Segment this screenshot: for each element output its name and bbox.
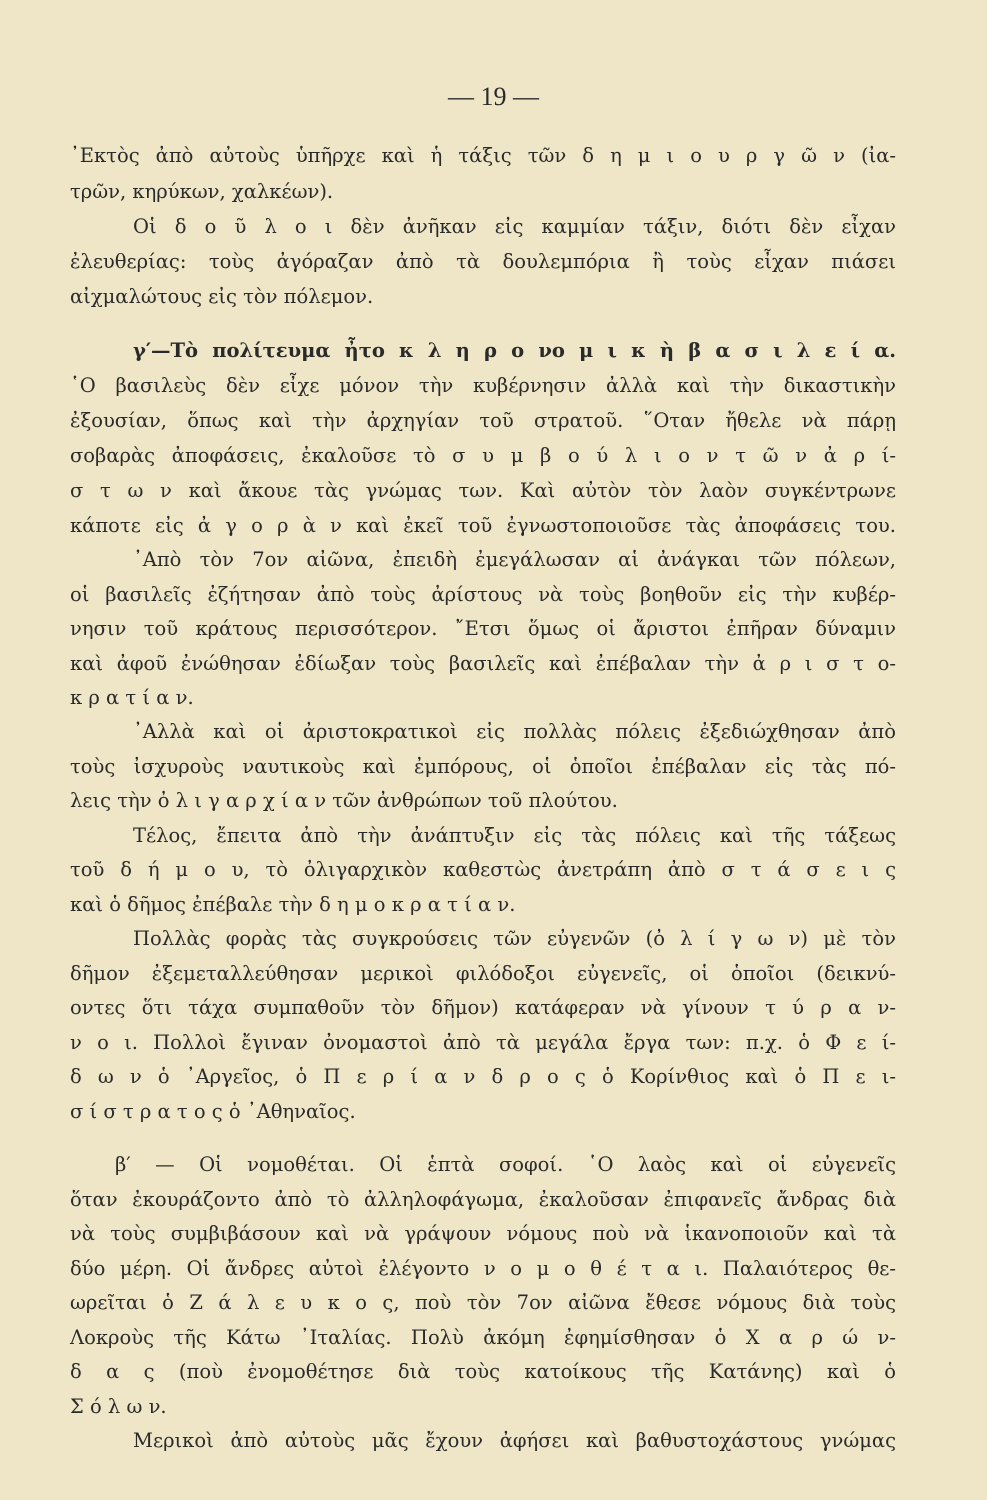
text-line: Λοκροὺς τῆς Κάτω ᾿Ιταλίας. Πολὺ ἀκόμη ἐφημίσθησαν ὁ Χ α ρ ώ ν- bbox=[70, 1326, 896, 1349]
text-line: οντες ὅτι τάχα συμπαθοῦν τὸν δῆμον) κατάφεραν νὰ γίνουν τ ύ ρ α ν- bbox=[70, 996, 896, 1019]
text-line: Σ ό λ ω ν. bbox=[70, 1395, 167, 1418]
text-line: ᾿Εκτὸς ἀπὸ αὐτοὺς ὑπῆρχε καὶ ἡ τάξις τῶν δ η μ ι ο υ ρ γ ῶ ν (ἰα- bbox=[70, 144, 896, 167]
text-line: ᾿Αλλὰ καὶ οἱ ἀριστοκρατικοὶ εἰς πολλὰς πόλεις ἐξεδιώχθησαν ἀπὸ bbox=[133, 720, 896, 743]
text-line: οἱ βασιλεῖς ἐζήτησαν ἀπὸ τοὺς ἀρίστους νὰ τοὺς βοηθοῦν εἰς τὴν κυβέρ- bbox=[70, 583, 896, 606]
text-line: δύο μέρη. Οἱ ἄνδρες αὐτοὶ ἐλέγοντο ν ο μ ο θ έ τ α ι. Παλαιότερος θε- bbox=[70, 1257, 896, 1280]
text-line: ἐξουσίαν, ὅπως καὶ τὴν ἀρχηγίαν τοῦ στρατοῦ. ῞Οταν ἤθελε νὰ πάρῃ bbox=[70, 409, 896, 432]
text-line: ν ο ι. Πολλοὶ ἔγιναν ὀνομαστοὶ ἀπὸ τὰ μεγάλα ἔργα των: π.χ. ὁ Φ ε ί- bbox=[70, 1031, 896, 1054]
text-line: Οἱ δ ο ῦ λ ο ι δὲν ἀνῆκαν εἰς καμμίαν τάξιν, διότι δὲν εἶχαν bbox=[133, 215, 896, 238]
text-line: ὅταν ἐκουράζοντο ἀπὸ τὸ ἀλληλοφάγωμα, ἐκαλοῦσαν ἐπιφανεῖς ἄνδρας διὰ bbox=[70, 1188, 896, 1211]
text-line: κάποτε εἰς ἀ γ ο ρ ὰ ν καὶ ἐκεῖ τοῦ ἐγνωστοποιοῦσε τὰς ἀποφάσεις του. bbox=[70, 514, 896, 537]
text-line: καὶ ἀφοῦ ἐνώθησαν ἐδίωξαν τοὺς βασιλεῖς καὶ ἐπέβαλαν τὴν ἀ ρ ι σ τ ο- bbox=[70, 652, 896, 675]
text-line: σ ί σ τ ρ α τ ο ς ὁ ᾿Αθηναῖος. bbox=[70, 1100, 356, 1123]
text-line: δῆμον ἐξεμεταλλεύθησαν μερικοὶ φιλόδοξοι εὐγενεῖς, οἱ ὁποῖοι (δεικνύ- bbox=[70, 962, 896, 985]
text-line: ᾿Απὸ τὸν 7ον αἰῶνα, ἐπειδὴ ἐμεγάλωσαν αἱ ἀνάγκαι τῶν πόλεων, bbox=[133, 548, 896, 571]
text-line: Τέλος, ἔπειτα ἀπὸ τὴν ἀνάπτυξιν εἰς τὰς πόλεις καὶ τῆς τάξεως bbox=[133, 824, 896, 847]
text-line: Μερικοὶ ἀπὸ αὐτοὺς μᾶς ἔχουν ἀφήσει καὶ βαθυστοχάστους γνώμας bbox=[133, 1429, 896, 1452]
text-line: δ ω ν ὁ ᾿Αργεῖος, ὁ Π ε ρ ί α ν δ ρ ο ς ὁ Κορίνθιος καὶ ὁ Π ε ι- bbox=[70, 1065, 896, 1088]
text-line: κ ρ α τ ί α ν. bbox=[70, 686, 194, 709]
section-heading: γ′—Τὸ πολίτευμα ἦτο κ λ η ρ ο νο μ ι κ ὴ β α σ ι λ ε ί α. bbox=[133, 339, 896, 362]
text-line: τοῦ δ ή μ ο υ, τὸ ὀλιγαρχικὸν καθεστὼς ἀνετράπη ἀπὸ σ τ ά σ ε ι ς bbox=[70, 858, 896, 881]
text-line: νὰ τοὺς συμβιβάσουν καὶ νὰ γράψουν νόμους ποὺ νὰ ἱκανοποιοῦν καὶ τὰ bbox=[70, 1222, 896, 1245]
text-line: Πολλὰς φορὰς τὰς συγκρούσεις τῶν εὐγενῶν (ὀ λ ί γ ω ν) μὲ τὸν bbox=[133, 927, 896, 950]
text-line: σοβαρὰς ἀποφάσεις, ἐκαλοῦσε τὸ σ υ μ β ο ύ λ ι ο ν τ ῶ ν ἀ ρ ί- bbox=[70, 444, 896, 467]
text-line: δ α ς (ποὺ ἐνομοθέτησε διὰ τοὺς κατοίκους τῆς Κατάνης) καὶ ὁ bbox=[70, 1360, 896, 1383]
text-line: λεις τὴν ὀ λ ι γ α ρ χ ί α ν τῶν ἀνθρώπων τοῦ πλούτου. bbox=[70, 789, 618, 812]
text-line: ἐλευθερίας: τοὺς ἀγόραζαν ἀπὸ τὰ δουλεμπόρια ἢ τοὺς εἶχαν πιάσει bbox=[70, 250, 896, 273]
text-line: αἰχμαλώτους εἰς τὸν πόλεμον. bbox=[70, 285, 374, 308]
text-line: ωρεῖται ὁ Ζ ά λ ε υ κ ο ς, ποὺ τὸν 7ον αἰῶνα ἔθεσε νόμους διὰ τοὺς bbox=[70, 1291, 896, 1314]
text-line: τοὺς ἰσχυροὺς ναυτικοὺς καὶ ἐμπόρους, οἱ ὁποῖοι ἐπέβαλαν εἰς τὰς πό- bbox=[70, 755, 896, 778]
text-line: τρῶν, κηρύκων, χαλκέων). bbox=[70, 180, 334, 203]
text-line: σ τ ω ν καὶ ἄκουε τὰς γνώμας των. Καὶ αὐτὸν τὸν λαὸν συγκέντρωνε bbox=[70, 479, 896, 502]
section-heading-line: β′ — Οἱ νομοθέται. Οἱ ἑπτὰ σοφοί. ῾Ο λαὸς καὶ οἱ εὐγενεῖς bbox=[115, 1153, 896, 1176]
text-line: ῾Ο βασιλεὺς δὲν εἶχε μόνον τὴν κυβέρνησιν ἀλλὰ καὶ τὴν δικαστικὴν bbox=[70, 374, 896, 397]
text-line: νησιν τοῦ κράτους περισσότερον. ῎Ετσι ὅμως οἱ ἄριστοι ἐπῆραν δύναμιν bbox=[70, 617, 896, 640]
page-number: — 19 — bbox=[448, 82, 539, 111]
text-line: καὶ ὁ δῆμος ἐπέβαλε τὴν δ η μ ο κ ρ α τ ί α ν. bbox=[70, 893, 516, 916]
